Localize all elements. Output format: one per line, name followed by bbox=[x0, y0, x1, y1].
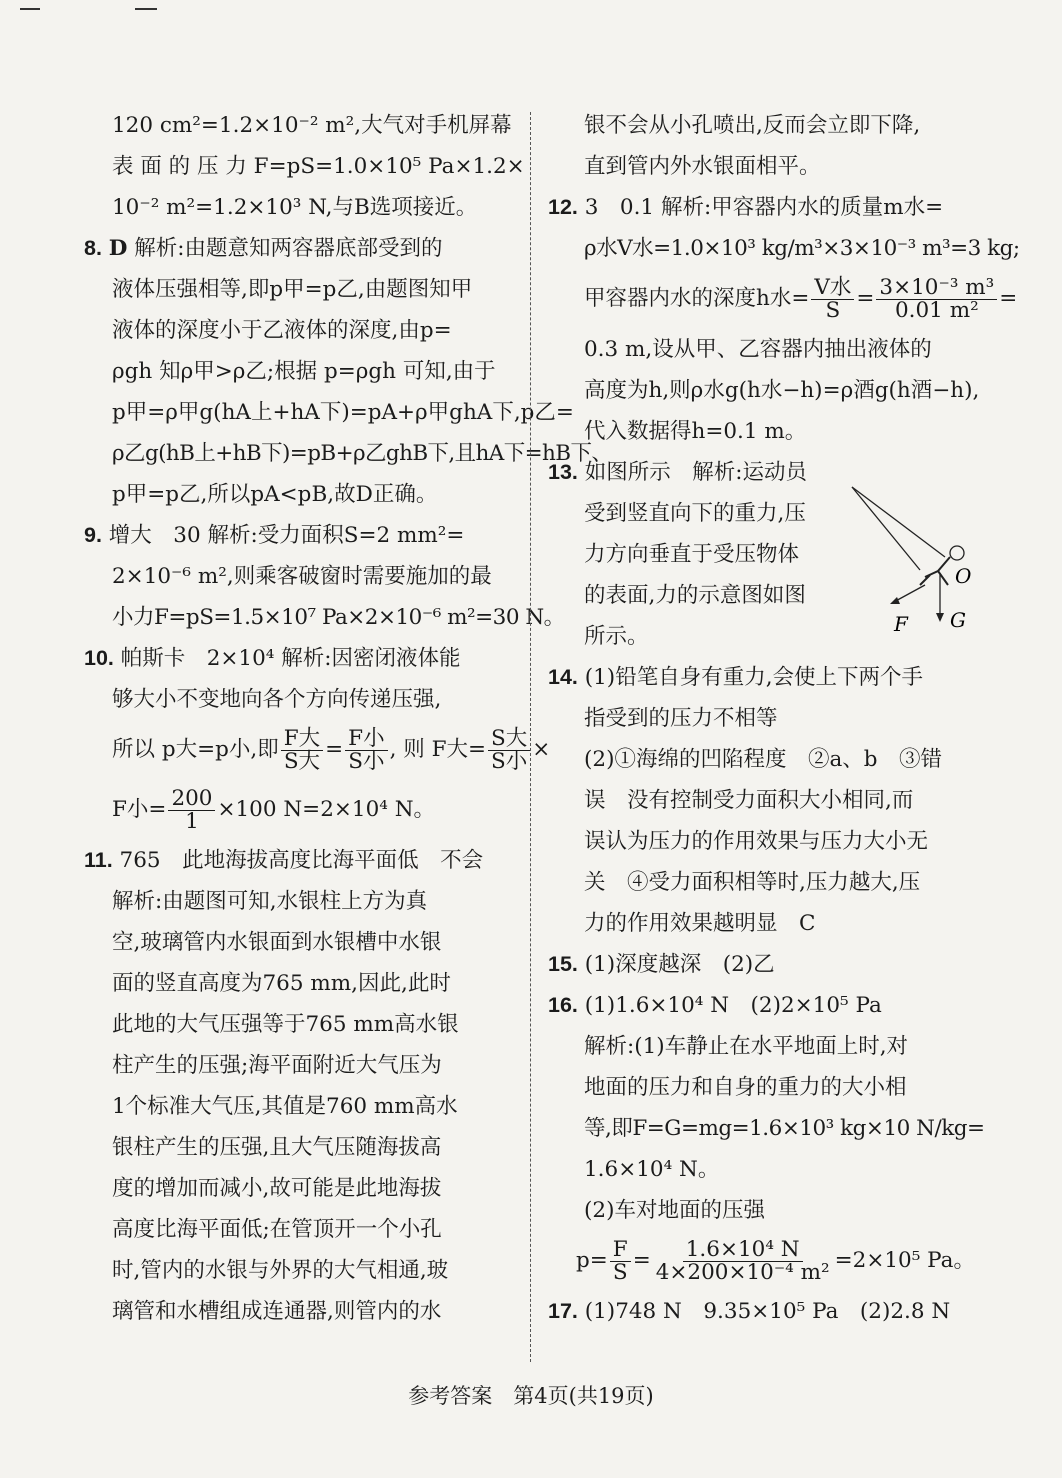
column-divider bbox=[530, 112, 531, 1362]
fraction bbox=[811, 274, 854, 323]
denominator: S bbox=[825, 297, 841, 323]
denominator: S bbox=[612, 1259, 628, 1285]
answer: 帕斯卡 2×10⁴ bbox=[120, 646, 275, 671]
question-number: 12. bbox=[548, 195, 578, 219]
text-line: 解析:由题图可知,水银柱上方为真 bbox=[112, 889, 428, 914]
question-number: 10. bbox=[84, 646, 114, 670]
answer: D bbox=[108, 236, 128, 261]
text-line: 地面的压力和自身的重力的大小相 bbox=[584, 1075, 907, 1100]
question-9 bbox=[84, 515, 514, 556]
question-14 bbox=[548, 657, 978, 698]
question-11 bbox=[84, 840, 514, 881]
denominator: 4×200×10⁻⁴ m² bbox=[655, 1259, 830, 1285]
label-O: O bbox=[955, 564, 972, 588]
text-line: 力方向垂直于受压物体 bbox=[584, 542, 800, 567]
explanation: 解析:因密闭液体能 bbox=[281, 646, 461, 671]
equals: = bbox=[632, 1248, 651, 1273]
text-line: 误 没有控制受力面积大小相同,而 bbox=[584, 788, 914, 813]
text-line: ρ水V水=1.0×10³ kg/m³×3×10⁻³ m³=3 kg; bbox=[584, 236, 1020, 261]
numerator: S大 bbox=[488, 728, 530, 751]
question-number: 11. bbox=[84, 848, 113, 872]
text-line: 面的竖直高度为765 mm,因此,此时 bbox=[112, 971, 451, 996]
athlete-body bbox=[920, 557, 950, 585]
text-line: 空,玻璃管内水银面到水银槽中水银 bbox=[112, 930, 442, 955]
text-line: 误认为压力的作用效果与压力大小无 bbox=[584, 829, 929, 854]
formula-text: ×100 N=2×10⁴ N。 bbox=[217, 797, 436, 822]
fraction bbox=[168, 785, 215, 834]
formula-text: × bbox=[532, 737, 551, 762]
text-line: p甲=p乙,所以pA<pB,故D正确。 bbox=[112, 482, 438, 507]
gravity-arrowhead bbox=[936, 613, 944, 622]
fraction bbox=[653, 1236, 833, 1285]
text-line: 10⁻² m²=1.2×10³ N,与B选项接近。 bbox=[112, 195, 478, 220]
question-number: 17. bbox=[548, 1299, 578, 1323]
text-line: 1个标准大气压,其值是760 mm高水 bbox=[112, 1094, 458, 1119]
denominator: S大 bbox=[283, 748, 321, 774]
denominator: S小 bbox=[348, 748, 385, 774]
text-line: 柱产生的压强;海平面附近大气压为 bbox=[112, 1053, 442, 1078]
text-line: 120 cm²=1.2×10⁻² m²,大气对手机屏幕 bbox=[112, 113, 512, 138]
formula-line bbox=[84, 780, 514, 840]
text-line: p甲=ρ甲g(hA上+hA下)=pA+ρ甲ghA下,p乙= bbox=[112, 400, 574, 425]
question-16 bbox=[548, 985, 978, 1026]
top-edge-mark bbox=[20, 8, 40, 10]
text-line: (2)①海绵的凹陷程度 ②a、b ③错 bbox=[584, 747, 943, 772]
denominator: S小 bbox=[491, 748, 528, 774]
question-number: 16. bbox=[548, 993, 578, 1017]
text-line: 高度比海平面低;在管顶开一个小孔 bbox=[112, 1217, 442, 1242]
explanation: 如图所示 解析:运动员 bbox=[584, 460, 807, 485]
formula-line bbox=[548, 269, 1018, 329]
text-line: 的表面,力的示意图如图 bbox=[584, 583, 806, 608]
answer: (1)深度越深 (2)乙 bbox=[584, 952, 775, 977]
denominator: 0.01 m² bbox=[894, 297, 979, 323]
text-line: 直到管内外水银面相平。 bbox=[584, 154, 821, 179]
text-line: ρ乙g(hB上+hB下)=pB+ρ乙ghB下,且hA下=hB下、 bbox=[112, 441, 613, 466]
force-diagram bbox=[850, 485, 980, 635]
formula-text: 所以 p大=p小,即 bbox=[112, 737, 279, 762]
equals: = bbox=[999, 286, 1018, 311]
rope-line bbox=[852, 487, 920, 570]
formula-text: , 则 F大= bbox=[389, 737, 487, 762]
numerator: F bbox=[610, 1239, 631, 1262]
numerator: F大 bbox=[281, 728, 323, 751]
fraction bbox=[345, 725, 387, 774]
pressure-arrowhead bbox=[890, 597, 900, 604]
answer: 3 0.1 bbox=[584, 195, 655, 220]
fraction bbox=[610, 1236, 631, 1285]
numerator: 3×10⁻³ m³ bbox=[876, 277, 997, 300]
text-line: 璃管和水槽组成连通器,则管内的水 bbox=[112, 1299, 442, 1324]
question-12 bbox=[548, 187, 978, 228]
text-line: 度的增加而减小,故可能是此地海拔 bbox=[112, 1176, 442, 1201]
answer: (1)748 N 9.35×10⁵ Pa (2)2.8 N bbox=[584, 1299, 951, 1324]
text-line: 解析:(1)车静止在水平地面上时,对 bbox=[584, 1034, 909, 1059]
question-17 bbox=[548, 1291, 978, 1332]
rope-line bbox=[852, 487, 945, 557]
text-line: 表 面 的 压 力 F=pS=1.0×10⁵ Pa×1.2× bbox=[112, 154, 525, 179]
numerator: F小 bbox=[345, 728, 387, 751]
text-line: 银不会从小孔喷出,反而会立即下降, bbox=[584, 113, 921, 138]
text-line: 时,管内的水银与外界的大气相通,玻 bbox=[112, 1258, 449, 1283]
equals: = bbox=[856, 286, 875, 311]
numerator: 1.6×10⁴ N bbox=[683, 1239, 803, 1262]
explanation: 解析:受力面积S=2 mm²= bbox=[207, 523, 465, 548]
fraction bbox=[876, 274, 997, 323]
text-line: 银柱产生的压强,且大气压随海拔高 bbox=[112, 1135, 442, 1160]
text-line: 液体的深度小于乙液体的深度,由p= bbox=[112, 318, 452, 343]
text-line: 代入数据得h=0.1 m。 bbox=[584, 419, 807, 444]
formula-line bbox=[548, 1231, 978, 1291]
answer: 增大 30 bbox=[108, 523, 201, 548]
formula-line bbox=[84, 720, 551, 780]
question-10 bbox=[84, 638, 514, 679]
numerator: V水 bbox=[811, 277, 854, 300]
question-15 bbox=[548, 944, 978, 985]
text-line: 力的作用效果越明显 C bbox=[584, 911, 816, 936]
text-line: 受到竖直向下的重力,压 bbox=[584, 501, 806, 526]
formula-text: F小= bbox=[112, 797, 167, 822]
numerator: 200 bbox=[168, 788, 215, 811]
text-line: 0.3 m,设从甲、乙容器内抽出液体的 bbox=[584, 337, 932, 362]
label-G: G bbox=[950, 608, 966, 632]
text-line: (2)车对地面的压强 bbox=[584, 1198, 765, 1223]
text-line: 此地的大气压强等于765 mm高水银 bbox=[112, 1012, 459, 1037]
question-number: 9. bbox=[84, 523, 102, 547]
fraction bbox=[281, 725, 323, 774]
text-line: 所示。 bbox=[584, 624, 649, 649]
text-line: 够大小不变地向各个方向传递压强, bbox=[112, 687, 442, 712]
answer: (1)1.6×10⁴ N (2)2×10⁵ Pa bbox=[584, 993, 882, 1018]
formula-text: 甲容器内水的深度h水= bbox=[584, 286, 810, 311]
text-line: 小力F=pS=1.5×10⁷ Pa×2×10⁻⁶ m²=30 N。 bbox=[112, 605, 565, 630]
denominator: 1 bbox=[185, 808, 199, 834]
right-column bbox=[548, 105, 1020, 1332]
text-line: 指受到的压力不相等 bbox=[584, 706, 778, 731]
question-number: 14. bbox=[548, 665, 578, 689]
question-number: 13. bbox=[548, 460, 578, 484]
explanation: (1)铅笔自身有重力,会使上下两个手 bbox=[584, 665, 924, 690]
answer: 765 此地海拔高度比海平面低 不会 bbox=[119, 848, 484, 873]
text-line: ρgh 知ρ甲>ρ乙;根据 p=ρgh 可知,由于 bbox=[112, 359, 496, 384]
explanation: 解析:由题意知两容器底部受到的 bbox=[134, 236, 443, 261]
label-F: F bbox=[894, 612, 908, 635]
text-line: 1.6×10⁴ N。 bbox=[584, 1157, 720, 1182]
question-number: 8. bbox=[84, 236, 102, 260]
fraction bbox=[488, 725, 530, 774]
question-number: 15. bbox=[548, 952, 578, 976]
formula-text: p= bbox=[576, 1248, 608, 1273]
text-line: 2×10⁻⁶ m²,则乘客破窗时需要施加的最 bbox=[112, 564, 492, 589]
athlete-head bbox=[950, 546, 964, 560]
text-line: 等,即F=G=mg=1.6×10³ kg×10 N/kg= bbox=[584, 1116, 985, 1141]
top-edge-mark bbox=[135, 8, 157, 10]
page-footer: 参考答案 第4页(共19页) bbox=[408, 1384, 654, 1408]
equals: = bbox=[325, 737, 344, 762]
question-8 bbox=[84, 228, 514, 269]
text-line: 高度为h,则ρ水g(h水−h)=ρ酒g(h酒−h), bbox=[584, 378, 980, 403]
formula-text: =2×10⁵ Pa。 bbox=[834, 1248, 975, 1273]
explanation: 解析:甲容器内水的质量m水= bbox=[660, 195, 944, 220]
text-line: 关 ④受力面积相等时,压力越大,压 bbox=[584, 870, 921, 895]
text-line: 液体压强相等,即p甲=p乙,由题图知甲 bbox=[112, 277, 473, 302]
